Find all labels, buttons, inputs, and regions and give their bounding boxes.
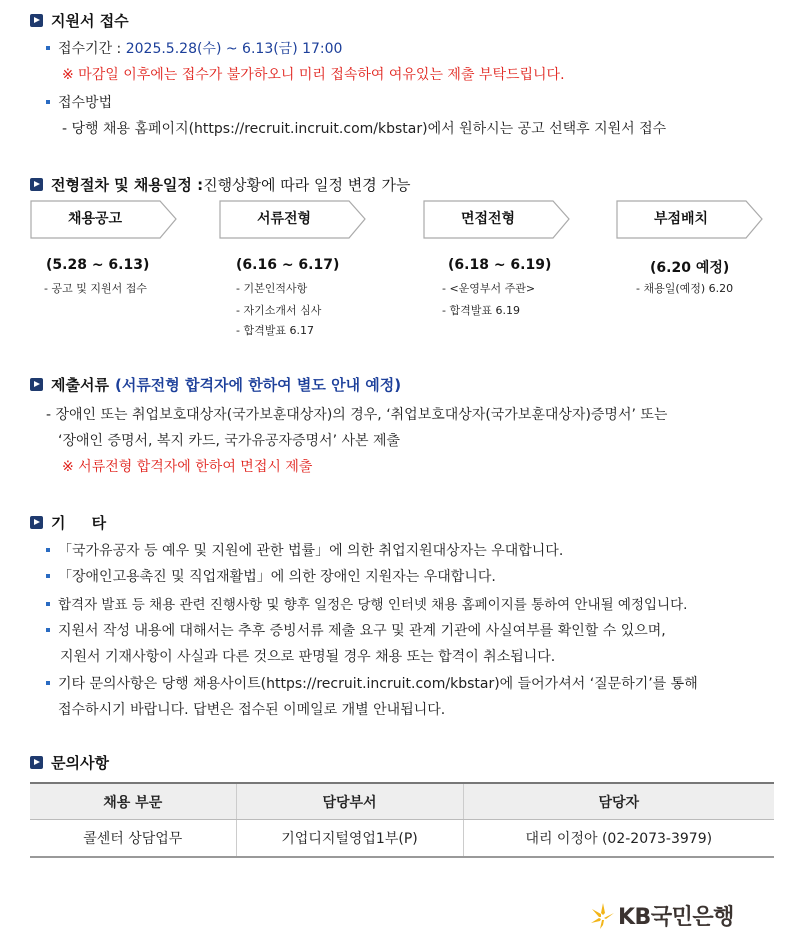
step-label: 면접전형 xyxy=(460,211,516,227)
bullet-icon xyxy=(46,628,50,632)
step-label: 서류전형 xyxy=(256,211,312,227)
step-chevron xyxy=(423,200,569,238)
bullet-icon xyxy=(46,100,50,104)
table-header-cell: 담당부서 xyxy=(236,783,463,820)
step-date: (5.28 ~ 6.13) xyxy=(46,257,150,273)
bullet-icon xyxy=(46,46,50,50)
arrow-right-icon xyxy=(30,756,43,769)
table-cell: 콜센터 상담업무 xyxy=(30,820,236,858)
step-detail: - 합격발표 6.19 xyxy=(442,304,520,317)
apply-heading xyxy=(30,10,129,31)
table-header-cell: 담당자 xyxy=(463,783,774,820)
contact-heading xyxy=(30,752,109,773)
bullet-icon xyxy=(46,574,50,578)
step-chevron xyxy=(219,200,365,238)
apply-period-label: 접수기간 : xyxy=(58,41,126,57)
table-header-row xyxy=(30,783,774,820)
apply-period xyxy=(46,38,342,58)
documents-note: ※ 서류전형 합격자에 한하여 면접시 제출 xyxy=(62,459,313,475)
bullet-icon xyxy=(46,681,50,685)
kb-logo xyxy=(588,900,734,931)
contact-table xyxy=(30,782,774,858)
step-detail: - 자기소개서 심사 xyxy=(236,304,322,317)
arrow-right-icon xyxy=(30,178,43,191)
table-row xyxy=(30,820,774,858)
etc-heading xyxy=(30,512,106,533)
step-detail: - 기본인적사항 xyxy=(236,282,308,295)
apply-title: 지원서 접수 xyxy=(51,12,129,30)
table-cell: 대리 이정아 (02-2073-3979) xyxy=(463,820,774,858)
step-label: 채용공고 xyxy=(67,211,123,227)
etc-item xyxy=(46,540,563,560)
process-heading xyxy=(30,174,411,195)
contact-section xyxy=(30,752,109,773)
apply-period-value: 2025.5.28(수) ~ 6.13(금) 17:00 xyxy=(125,41,343,57)
arrow-right-icon xyxy=(30,516,43,529)
step-chevron xyxy=(30,200,176,238)
process-subtitle: 진행상황에 따라 일정 변경 가능 xyxy=(203,176,411,194)
bullet-icon xyxy=(46,602,50,606)
documents-title: 제출서류 xyxy=(51,376,109,394)
etc-item xyxy=(46,620,666,640)
etc-section xyxy=(30,512,106,533)
apply-deadline-note: ※ 마감일 이후에는 접수가 불가하오니 미리 접속하여 여유있는 제출 부탁드립니다. xyxy=(62,67,565,83)
step-date: (6.18 ~ 6.19) xyxy=(448,257,552,273)
arrow-right-icon xyxy=(30,378,43,391)
step-detail: - 공고 및 지원서 접수 xyxy=(44,282,147,295)
etc-item-continuation: 지원서 기재사항이 사실과 다른 것으로 판명될 경우 채용 또는 합격이 취소됩니다. xyxy=(60,649,556,665)
step-detail: - <운영부서 주관> xyxy=(442,282,536,295)
apply-section xyxy=(30,10,129,31)
etc-item xyxy=(46,673,698,693)
apply-method-detail: - 당행 채용 홈페이지(https://recruit.incruit.com/kbstar)에서 원하시는 공고 선택후 지원서 접수 xyxy=(62,121,667,137)
etc-item xyxy=(46,593,687,613)
documents-heading xyxy=(30,374,401,395)
etc-item-text: 기타 문의사항은 당행 채용사이트(https://recruit.incruit.com/kbstar)에 들어가셔서 ‘질문하기’를 통해 xyxy=(58,676,698,692)
table-cell: 기업디지털영업1부(P) xyxy=(236,820,463,858)
arrow-right-icon xyxy=(30,14,43,27)
etc-item-continuation: 접수하시기 바랍니다. 답변은 접수된 이메일로 개별 안내됩니다. xyxy=(58,702,446,718)
step-chevron xyxy=(616,200,762,238)
kb-star-icon xyxy=(588,901,618,931)
step-date: (6.16 ~ 6.17) xyxy=(236,257,340,273)
step-label: 부점배치 xyxy=(653,211,709,227)
documents-line-2: ‘장애인 증명서, 복지 카드, 국가유공자증명서’ 사본 제출 xyxy=(58,433,401,449)
etc-item-text: 지원서 작성 내용에 대해서는 추후 증빙서류 제출 요구 및 관계 기관에 사실여부를 확인할 수 있으며, xyxy=(58,623,666,639)
step-date: (6.20 예정) xyxy=(650,260,730,276)
etc-item xyxy=(46,566,496,586)
etc-item-text: 「장애인고용촉진 및 직업재활법」에 의한 장애인 지원자는 우대합니다. xyxy=(58,569,496,585)
bullet-icon xyxy=(46,548,50,552)
step-detail: - 채용일(예정) 6.20 xyxy=(636,282,734,295)
etc-item-text: 합격자 발표 등 채용 관련 진행사항 및 향후 일정은 당행 인터넷 채용 홈페이지를 통하여 안내될 예정입니다. xyxy=(58,597,688,613)
table-header-cell: 채용 부문 xyxy=(30,783,236,820)
documents-line-1: - 장애인 또는 취업보호대상자(국가보훈대상자)의 경우, ‘취업보호대상자(국가보훈대상자)증명서’ 또는 xyxy=(46,407,668,423)
process-section xyxy=(30,174,411,195)
documents-section xyxy=(30,374,401,395)
contact-title: 문의사항 xyxy=(51,754,109,772)
step-detail: - 합격발표 6.17 xyxy=(236,324,314,337)
process-title: 전형절차 및 채용일정 : xyxy=(51,176,204,194)
apply-method xyxy=(46,92,112,112)
documents-title-note: (서류전형 합격자에 한하여 별도 안내 예정) xyxy=(114,376,402,394)
etc-item-text: 「국가유공자 등 예우 및 지원에 관한 법률」에 의한 취업지원대상자는 우대합니다. xyxy=(58,543,564,559)
apply-method-label: 접수방법 xyxy=(58,95,113,111)
logo-text: KB국민은행 xyxy=(618,905,734,930)
etc-title: 기 타 xyxy=(51,514,107,532)
